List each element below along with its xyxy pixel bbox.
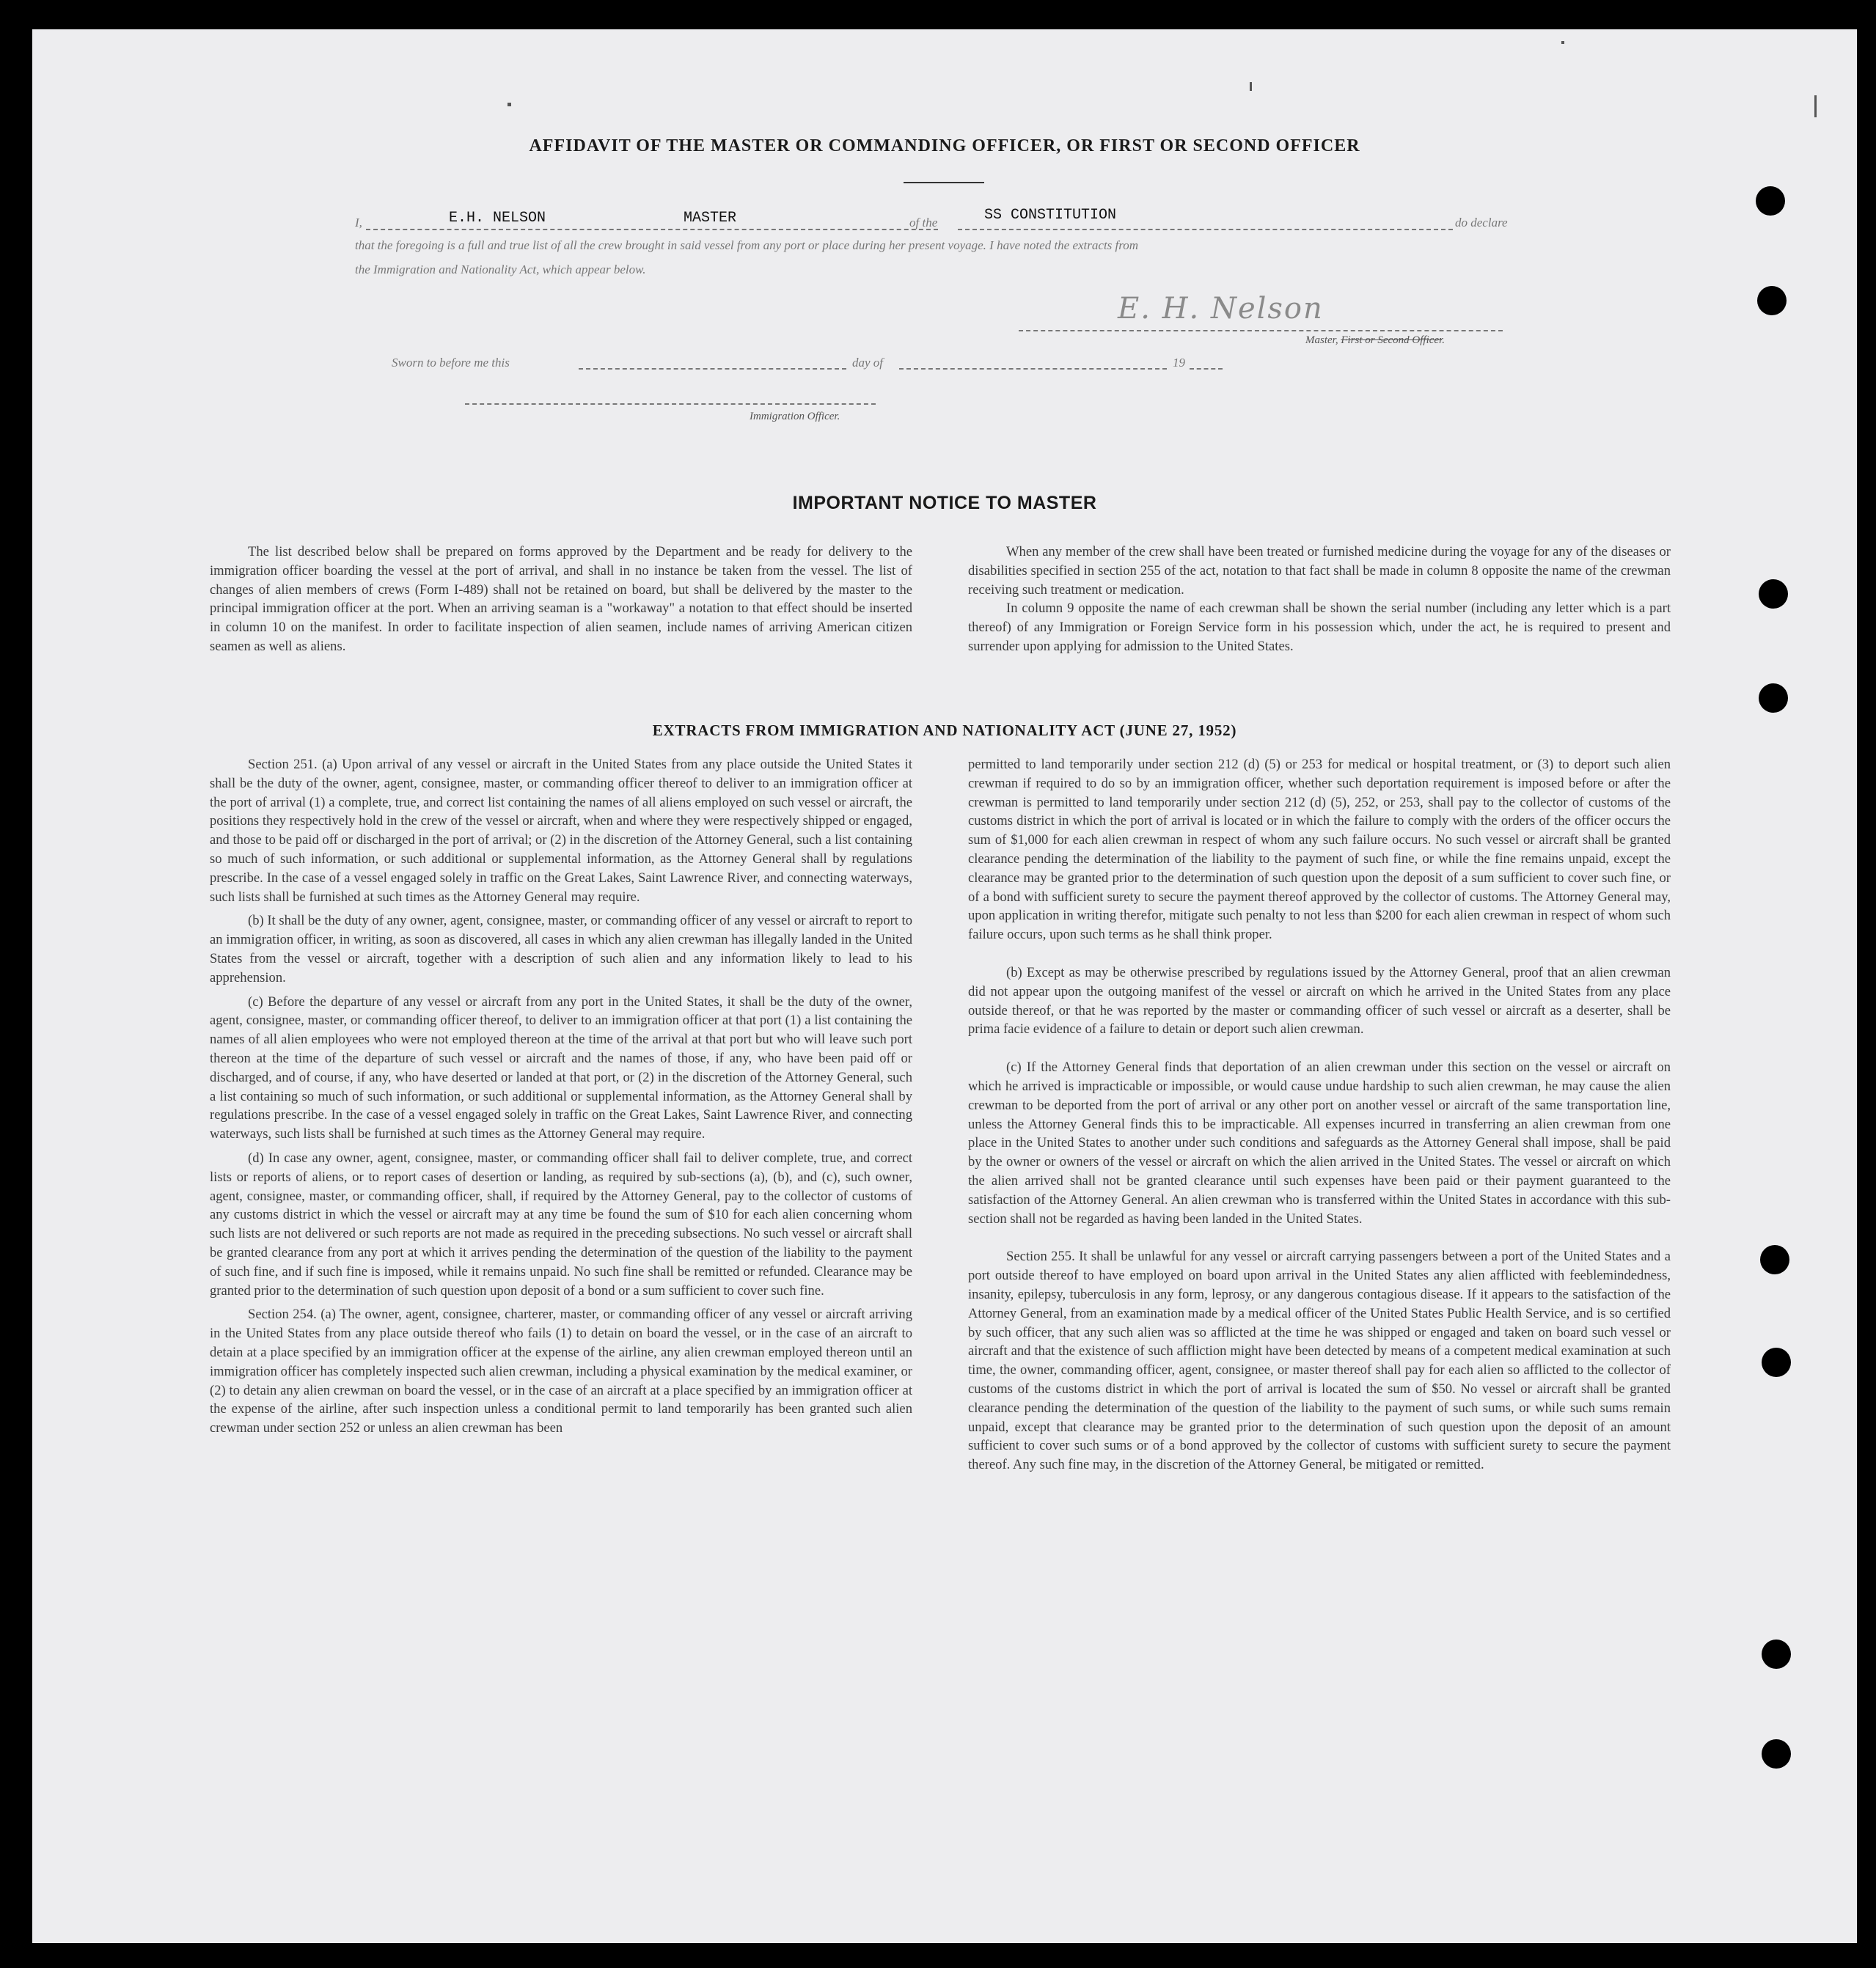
officer-line [465, 403, 876, 405]
punch-hole [1762, 1739, 1791, 1769]
day-of-label: day of [852, 356, 884, 370]
punch-hole [1759, 683, 1788, 713]
section-254-c: (c) If the Attorney General finds that deportation of an alien crewman under this section on the vessel or aircraft on which he arrived is impracticable or impossible, or would cause undue hardship to such alien crewman, he may cause the alien crewman to be deported from the port of arrival or any other port on another vessel or aircraft of the same transportation line, unless the Attorney General finds this to be impracticable. All expenses incurred in transferring an alien crewman from one place in the United States to another under such conditions and safeguards as the Attorney General shall impose, shall be paid by the owner or owners of the vessel or aircraft on which the alien arrived in the United States. The vessel or aircraft on which the alien arrived shall not be granted clearance until such expenses have been paid or their payment guaranteed to the satisfaction of the Attorney General. An alien crewman who is transferred within the United States in accordance with this sub-section shall not be regarded as having been landed in the United States. [968, 1060, 1671, 1227]
declaration-line-1: that the foregoing is a full and true list of all the crew brought in said vessel from any port or place during her present voyage. I have noted the extracts from [355, 238, 1139, 252]
scan-speck [1561, 41, 1564, 44]
title-rule [904, 182, 984, 183]
affidavit-title: AFFIDAVIT OF THE MASTER OR COMMANDING OFFICER, OR FIRST OR SECOND OFFICER [529, 136, 1360, 155]
sworn-label: Sworn to before me this [392, 356, 510, 370]
section-255: Section 255. It shall be unlawful for any vessel or aircraft carrying passengers between a port of the United States and a port outside thereof to have employed on board upon arrival in the United States any alien afflicted with feeblemindedness, insanity, epilepsy, tuberculosis in any form, leprosy, or any dangerous contagious disease. If it appears to the satisfaction of the Attorney General, from an examination made by a medical officer of the United States Public Health Service, and is so certified by such officer, that any such alien was so afflicted at the time he was shipped or engaged and taken on board such vessel or aircraft and that the existence of such affliction might have been detected by means of a competent medical examination at such time, the owner, commanding officer, agent, consignee, or master thereof shall pay for each alien so afflicted to the collector of customs of the customs district in which the port of arrival is located the sum of $50. No vessel or aircraft shall be granted clearance pending the determination of the question of the liability to the payment of such sums, or while such sums remain unpaid, except that clearance may be granted prior to the determination of such question upon the deposit of an amount sufficient to cover such sums or of a bond approved by the collector of customs with sufficient surety to secure the payment thereof. Any such fine may, in the discretion of the Attorney General, be mitigated or remitted. [968, 1249, 1671, 1473]
document-sheet [32, 29, 1857, 1943]
section-254-b: (b) Except as may be otherwise prescribed by regulations issued by the Attorney General, proof that an alien crewman did not appear upon the outgoing manifest of the vessel or aircraft on which he arrived in the United States from any place outside thereof, or that he was reported by the master or commanding officer of such vessel or aircraft as a deserter, shall be prima facie evidence of a failure to detain or deport such alien crewman. [968, 964, 1671, 1038]
section-254-a: Section 254. (a) The owner, agent, consignee, charterer, master, or commanding officer of any vessel or aircraft arriving in the United States from any place outside thereof who fails (1) to detain on board the vessel, or in the case of an aircraft to detain at a place specified by an immigration officer at the expense of the airline, any alien crewman employed thereon until an immigration officer has completely inspected such alien crewman, including a physical examination by the medical examiner, or (2) to detain any alien crewman on board the vessel, or in the case of an aircraft at a place specified by an immigration officer at the expense of the airline, after such inspection unless a conditional permit to land temporarily has been granted such alien crewman under section 252 or unless an alien crewman has been [210, 1307, 912, 1436]
signature-caption: Master, First or Second Officer. [1305, 334, 1445, 346]
declaration-line-2: the Immigration and Nationality Act, which appear below. [355, 262, 646, 276]
date-line [899, 368, 1167, 370]
section-251-b: (b) It shall be the duty of any owner, agent, consignee, master, or commanding officer of any vessel or aircraft to report to an immigration officer, in writing, as soon as discovered, all cases in which any alien crewman has illegally landed in the United States from the vessel or aircraft, together with a description of such alien and any information likely to lead to his apprehension. [210, 913, 912, 985]
extracts-left-column [210, 755, 912, 1438]
punch-hole [1756, 186, 1785, 216]
notice-title: IMPORTANT NOTICE TO MASTER [792, 493, 1097, 513]
notice-right-paragraph-2: In column 9 opposite the name of each crewman shall be shown the serial number (including any letter which is a part thereof) of any Immigration or Foreign Service form in his possession which, under the act, he is required to present and surrender upon applying for admission to the United States. [968, 601, 1671, 654]
extracts-title: EXTRACTS FROM IMMIGRATION AND NATIONALITY ACT (JUNE 27, 1952) [652, 722, 1237, 739]
name-line [366, 229, 938, 230]
master-signature: E. H. Nelson [1118, 292, 1324, 326]
punch-hole [1759, 579, 1788, 609]
notice-right-paragraph-1: When any member of the crew shall have been treated or furnished medicine during the voyage for any of the diseases or disabilities specified in section 255 of the act, notation to that fact shall be made in column 8 opposite the name of the crewman receiving such treatment or medication. [968, 544, 1671, 598]
section-251-a: Section 251. (a) Upon arrival of any vessel or aircraft in the United States from any place outside the United States it shall be the duty of the owner, agent, consignee, master, or commanding officer thereof to deliver to an immigration officer at the port of arrival (1) a complete, true, and correct list containing the names of all aliens employed on such vessel or aircraft, the positions they respectively hold in the crew of the vessel or aircraft, when and where they were respectively shipped or engaged, and those to be paid off or discharged in the port of arrival; or (2) in the discretion of the Attorney General, such a list containing so much of such information, or such additional or supplemental information, as the Attorney General shall by regulations prescribe. In the case of a vessel engaged solely in traffic on the Great Lakes, Saint Lawrence River, and connecting waterways, such lists shall be furnished at such times as the Attorney General may require. [210, 757, 912, 905]
master-rank: MASTER [684, 210, 737, 227]
do-declare-label: do declare [1455, 216, 1508, 230]
officer-caption: Immigration Officer. [750, 411, 840, 422]
notice-left-column [210, 543, 912, 656]
punch-hole [1757, 286, 1787, 315]
extracts-right-column [968, 755, 1671, 1475]
scan-speck [508, 103, 511, 106]
i-label: I, [355, 216, 362, 230]
notice-left-paragraph: The list described below shall be prepared on forms approved by the Department and be ready for delivery to the immigration officer boarding the vessel at the port of arrival, and shall in no instance be taken from the vessel. The list of changes of alien members of crews (Form I-489) shall not be retained on board, but shall be delivered by the master to the principal immigration officer at the port. When an arriving seaman is a "workaway" a notation to that effect should be inserted in column 10 on the manifest. In order to facilitate inspection of alien seamen, include names of arriving American citizen seamen as well as aliens. [210, 544, 912, 654]
notice-right-column [968, 543, 1671, 656]
scan-speck [1250, 82, 1252, 91]
punch-hole [1760, 1245, 1789, 1274]
master-name: E.H. NELSON [449, 210, 546, 227]
section-251-c: (c) Before the departure of any vessel or aircraft from any port in the United States, it shall be the duty of the owner, agent, consignee, master, or commanding officer thereof, to deliver to an immigration officer at that port (1) a list containing the names of all alien employees who were not employed thereon at the time of the arrival at that port but who will leave such port thereon at the time of the departure of such vessel or aircraft and the names of those, if any, who have been paid off or discharged, and of course, if any, who have deserted or landed at that port, or (2) in the discretion of the Attorney General, such a list containing so much of such information, or such additional or supplemental information, as the Attorney General shall by regulations prescribe. In the case of a vessel engaged solely in traffic on the Great Lakes, Saint Lawrence River, and connecting waterways, such lists shall be furnished at such times as the Attorney General may require. [210, 994, 912, 1142]
signature-line [1019, 330, 1503, 331]
punch-hole [1762, 1640, 1791, 1669]
section-254-a-continued: permitted to land temporarily under section 212 (d) (5) or 253 for medical or hospital treatment, or (3) to deport such alien crewman if required to do so by an immigration officer, whether such deportation requirement is imposed before or after the crewman is permitted to land temporarily under section 212 (d) (5), 252, or 253, shall pay to the collector of customs of the customs district in which the port of arrival is located or in which the failure to comply with the orders of the officer occurs the sum of $1,000 for each alien crewman in respect of whom any such failure occurs. No such vessel or aircraft shall be granted clearance pending the determination of the liability to the payment of such fine, or while the fine remains unpaid, except the clearance may be granted prior to the determination of such question upon the deposit of a sum sufficient to cover such fine, or of a bond with sufficient surety to secure the payment thereof approved by the collector of customs. The Attorney General may, upon application in writing therefor, mitigate such penalty to not less than $200 for each alien crewman in respect of whom such failure occurs, upon such terms as he shall think proper. [968, 757, 1671, 943]
vessel-name: SS CONSTITUTION [984, 207, 1117, 224]
vessel-line [958, 229, 1453, 230]
year-line [1190, 368, 1223, 370]
scan-speck [1814, 95, 1817, 117]
punch-hole [1762, 1348, 1791, 1377]
section-251-d: (d) In case any owner, agent, consignee, master, or commanding officer shall fail to deliver complete, true, and correct lists or reports of aliens, or to report cases of desertion or landing, as required by sub-sections (a), (b), and (c), such owner, agent, consignee, master, or commanding officer, shall, if required by the Attorney General, pay to the collector of customs of any customs district in which the vessel or aircraft may at any time be found the sum of $10 for each alien concerning whom such lists are not delivered or such reports are not made as required in the preceding subsections. No such vessel or aircraft shall be granted clearance from any port at which it arrives pending the determination of the question of the liability to the payment of such fine, and if such fine is imposed, while it remains unpaid. No such fine shall be remitted or refunded. Clearance may be granted prior to the determination of such question upon deposit of a bond or a sum sufficient to cover such fine. [210, 1150, 912, 1299]
sworn-line [579, 368, 846, 370]
year-label: 19 [1173, 356, 1185, 370]
of-the-label: of the [909, 216, 938, 230]
